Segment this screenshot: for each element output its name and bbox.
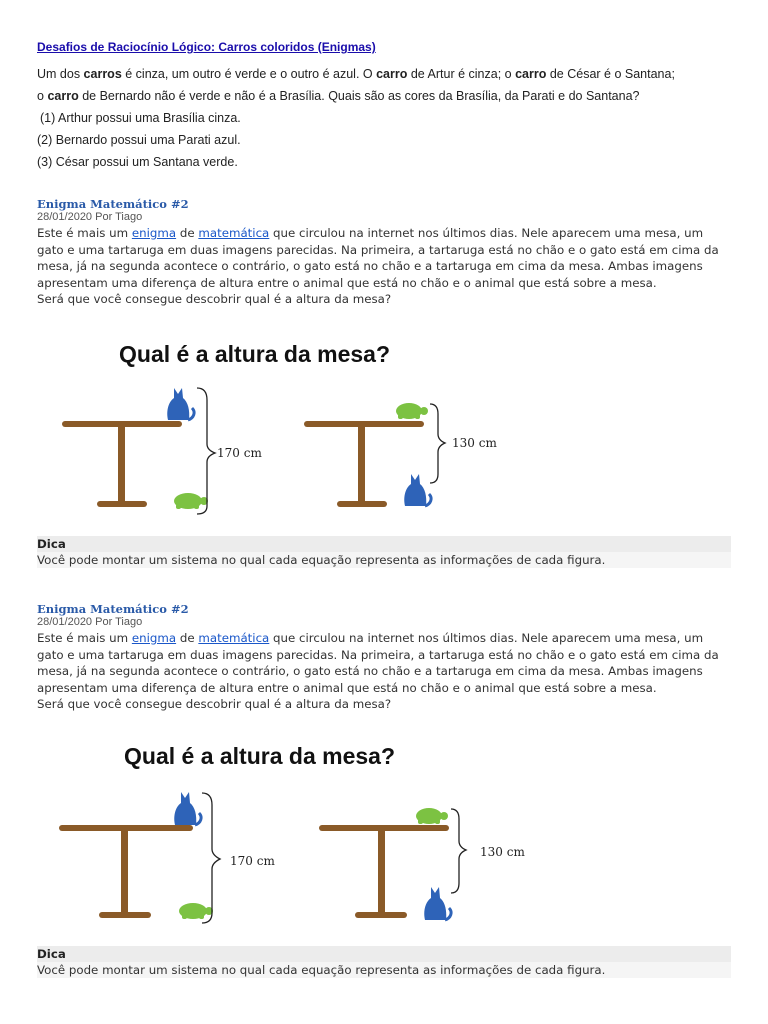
cat-icon — [404, 474, 431, 506]
table-left — [62, 421, 182, 507]
label-130: 130 cm — [452, 435, 497, 450]
post-title[interactable]: Enigma Matemático #2 — [37, 197, 189, 211]
label-170: 170 cm — [230, 853, 275, 868]
puzzle-section — [37, 40, 737, 173]
puzzle-figure — [37, 308, 731, 536]
label-130: 130 cm — [480, 844, 525, 859]
clue-3: (3) César possui um Santana verde. — [37, 155, 238, 169]
hint-label: Dica — [37, 536, 731, 552]
turtle-icon — [179, 903, 213, 919]
puzzle-title-link[interactable]: Desafios de Raciocínio Lógico: Carros coloridos (Enigmas) — [37, 40, 376, 54]
cat-icon — [174, 792, 201, 825]
turtle-icon — [416, 808, 448, 824]
clue-1: (1) Arthur possui uma Brasília cinza. — [40, 111, 241, 125]
post-2 — [37, 602, 731, 978]
post-meta: 28/01/2020 Por Tiago — [37, 616, 143, 628]
cat-icon — [167, 388, 194, 420]
post-title[interactable]: Enigma Matemático #2 — [37, 602, 189, 616]
turtle-icon — [396, 403, 428, 419]
puzzle-line-1: Um dos carros é cinza, um outro é verde e o outro é azul. O carro de Artur é cinza; o carro de César é o Santana; — [37, 67, 675, 81]
post-meta: 28/01/2020 Por Tiago — [37, 211, 143, 223]
enigma-link[interactable]: enigma — [131, 631, 177, 645]
clue-2: (2) Bernardo possui uma Parati azul. — [37, 133, 241, 147]
post-body: Este é mais um enigma de matemática que circulou na internet nos últimos dias. Nele aparecem uma mesa, um gato e uma tartaruga em duas imagens parecidas. Na primeira, a tartaruga está no chão e o gato está em cima da mesa, já na segunda acontece o contrário, o gato está no chão e a tartaruga em cima da mesa. Ambas imagens apresentam uma diferença de altura entre o animal que está no chão e o animal que está sobre a mesa. Será que você consegue descobrir qual é a altura da mesa? — [37, 226, 719, 306]
hint-text: Você pode montar um sistema no qual cada equação representa as informações de cada figura. — [37, 552, 731, 568]
hint-label: Dica — [37, 946, 731, 962]
figure-title: Qual é a altura da mesa? — [124, 742, 396, 769]
hint-text: Você pode montar um sistema no qual cada equação representa as informações de cada figura. — [37, 962, 731, 978]
post-1 — [37, 197, 731, 568]
matematica-link[interactable]: matemática — [198, 226, 270, 240]
cat-icon — [424, 887, 451, 920]
brace-right — [451, 809, 466, 893]
puzzle-figure — [37, 713, 731, 946]
label-170: 170 cm — [217, 445, 262, 460]
matematica-link[interactable]: matemática — [198, 631, 270, 645]
table-left — [59, 825, 193, 918]
post-body: Este é mais um enigma de matemática que circulou na internet nos últimos dias. Nele aparecem uma mesa, um gato e uma tartaruga em duas imagens parecidas. Na primeira, a tartaruga está no chão e o gato está em cima da mesa, já na segunda acontece o contrário, o gato está no chão e a tartaruga em cima da mesa. Ambas imagens apresentam uma diferença de altura entre o animal que está no chão e o animal que está sobre a mesa. Será que você consegue descobrir qual é a altura da mesa? — [37, 631, 719, 711]
brace-right — [430, 404, 445, 483]
enigma-link[interactable]: enigma — [131, 226, 177, 240]
brace-left — [197, 388, 215, 514]
figure-title: Qual é a altura da mesa? — [119, 340, 391, 367]
brace-left — [202, 793, 220, 923]
puzzle-line-2: o carro de Bernardo não é verde e não é a Brasília. Quais são as cores da Brasília, da Parati e do Santana? — [37, 89, 640, 103]
turtle-icon — [174, 493, 208, 509]
